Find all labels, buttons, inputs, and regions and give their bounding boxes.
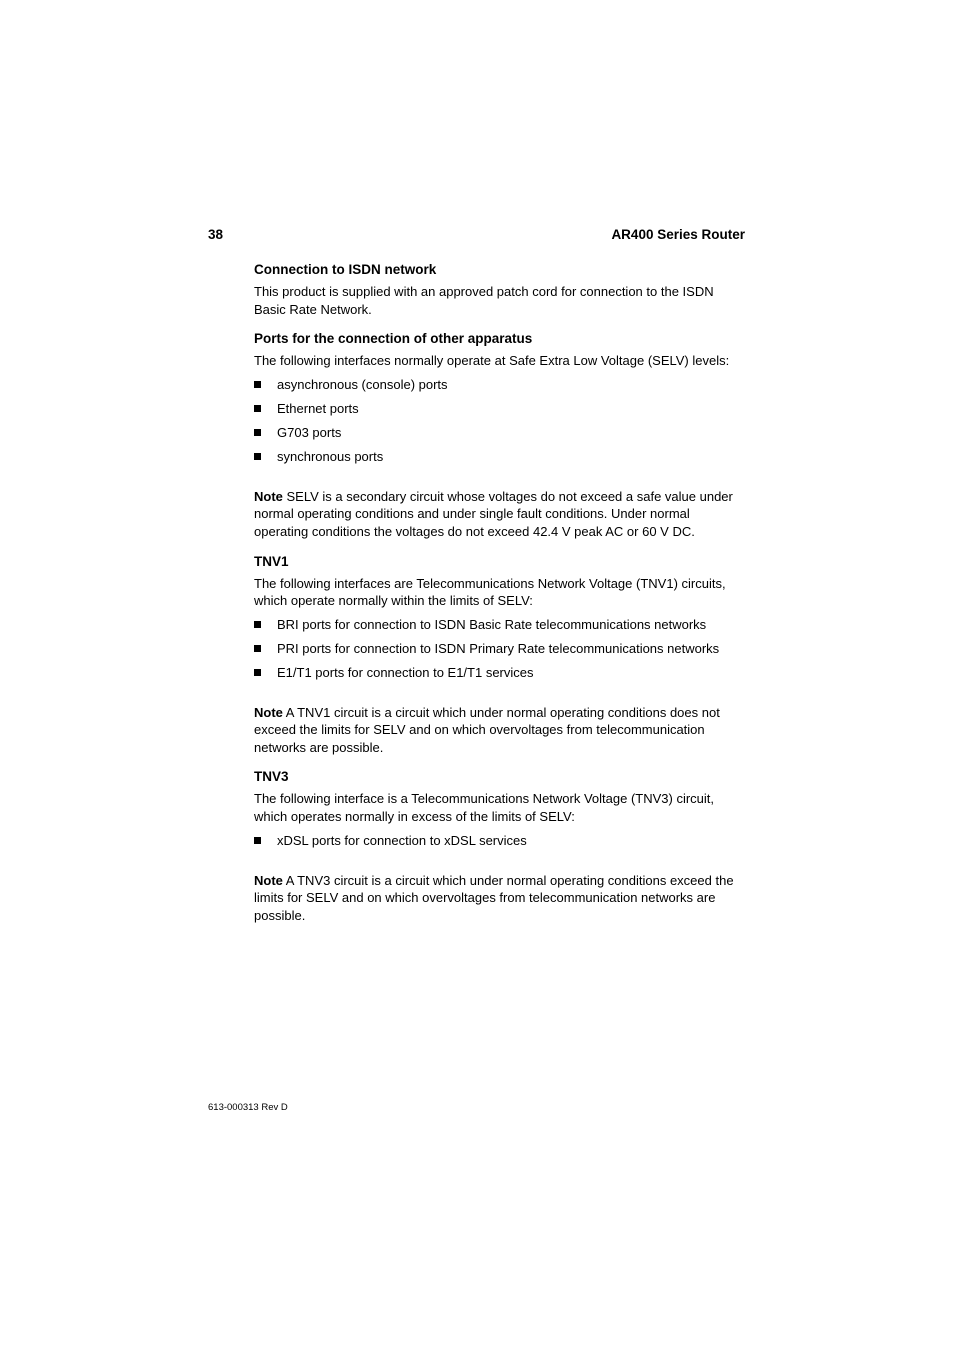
note (254, 704, 746, 757)
list-item: xDSL ports for connection to xDSL services (254, 832, 746, 850)
square-bullet-icon (254, 381, 261, 388)
bullet-list (254, 616, 746, 682)
section-isdn (254, 261, 746, 318)
section-tnv1 (254, 553, 746, 757)
square-bullet-icon (254, 429, 261, 436)
section-intro: The following interface is a Telecommunications Network Voltage (TNV3) circuit, which operates normally in excess of the limits of SELV: (254, 791, 715, 825)
note-text: SELV is a secondary circuit whose voltages do not exceed a safe value under normal operating conditions and under single fault conditions. Under normal operating conditions the voltages do not exceed 42.4 V peak AC or 60 V DC. (254, 488, 733, 539)
page-number: 38 (208, 227, 224, 242)
page-content (254, 261, 746, 924)
square-bullet-icon (254, 621, 261, 628)
note-text: A TNV1 circuit is a circuit which under normal operating conditions does not exceed the limits for SELV and on which overvoltages from telecommunication networks are possible. (254, 704, 720, 755)
section-tnv3 (254, 768, 746, 924)
running-title: AR400 Series Router (611, 227, 745, 242)
section-intro: The following interfaces are Telecommunications Network Voltage (TNV1) circuits, which operate normally within the limits of SELV: (254, 575, 726, 609)
page-footer: 613-000313 Rev D (208, 1102, 288, 1113)
bullet-list (254, 832, 746, 850)
section-heading: TNV3 (254, 769, 289, 785)
list-item: BRI ports for connection to ISDN Basic Rate telecommunications networks (254, 616, 746, 634)
list-item: Ethernet ports (254, 400, 746, 418)
section-heading: Connection to ISDN network (254, 262, 437, 277)
section-heading: Ports for the connection of other apparatus (254, 331, 533, 347)
note-text: A TNV3 circuit is a circuit which under normal operating conditions exceed the limits for SELV and on which overvoltages from telecommunication networks are possible. (254, 872, 734, 923)
square-bullet-icon (254, 453, 261, 460)
note-label: Note (254, 488, 283, 504)
list-item: E1/T1 ports for connection to E1/T1 services (254, 664, 746, 682)
note-label: Note (254, 872, 283, 888)
square-bullet-icon (254, 669, 261, 676)
square-bullet-icon (254, 645, 261, 652)
bullet-list (254, 376, 746, 466)
section-heading: TNV1 (254, 553, 289, 569)
note (254, 488, 746, 541)
note (254, 872, 746, 925)
square-bullet-icon (254, 837, 261, 844)
list-item: G703 ports (254, 424, 746, 442)
page-header (208, 227, 745, 247)
section-intro: The following interfaces normally operate at Safe Extra Low Voltage (SELV) levels: (254, 353, 730, 369)
list-item: synchronous ports (254, 448, 746, 466)
list-item: asynchronous (console) ports (254, 376, 746, 394)
section-ports (254, 330, 746, 540)
note-label: Note (254, 704, 283, 720)
list-item: PRI ports for connection to ISDN Primary Rate telecommunications networks (254, 640, 746, 658)
section-body: This product is supplied with an approved patch cord for connection to the ISDN Basic Rate Network. (254, 284, 714, 317)
square-bullet-icon (254, 405, 261, 412)
